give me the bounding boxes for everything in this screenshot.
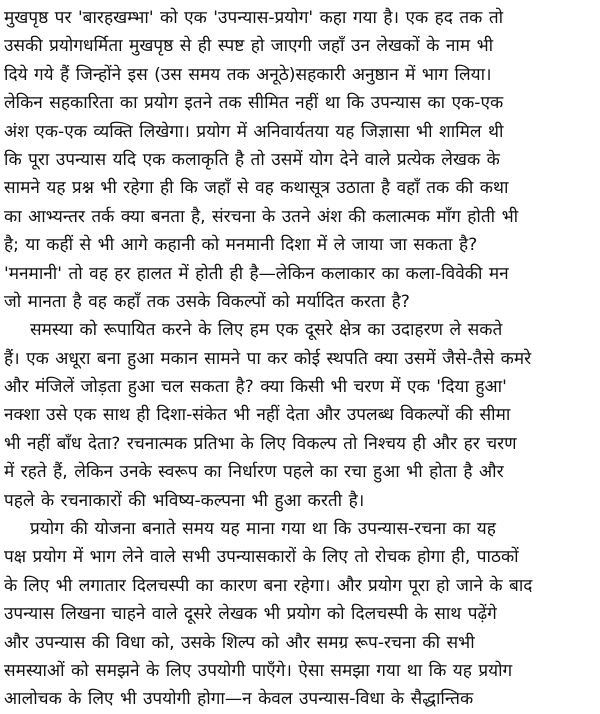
text-line: समस्या को रूपायित करने के लिए हम एक दूसरे क्षेत्र का उदाहरण ले सकते: [30, 320, 503, 341]
text-line: जो मानता है वह कहाँ तक उसके विकल्पों को मर्यादित करता है?: [4, 291, 410, 312]
text-line: समस्याओं को समझने के लिए उपयोगी पाएँगे। ऐसा समझा गया था कि यह प्रयोग: [4, 660, 513, 681]
text-line: हैं। एक अधूरा बना हुआ मकान सामने पा कर कोई स्थपति क्या उसमें जैसे-तैसे कमरे: [4, 348, 532, 369]
text-line: नक्शा उसे एक साथ ही दिशा-संकेत भी नहीं देता और उपलब्ध विकल्पों की सीमा: [4, 405, 511, 426]
text-line: प्रयोग की योजना बनाते समय यह माना गया था कि उपन्यास-रचना का यह: [30, 519, 496, 540]
text-line: का आभ्यन्तर तर्क क्या बनता है, संरचना के उतने अंश की कलात्मक माँग होती भी: [4, 206, 519, 227]
text-line: मुखपृष्ठ पर 'बारहखम्भा' को एक 'उपन्यास-प्रयोग' कहा गया है। एक हद तक तो: [4, 8, 504, 28]
text-line: उपन्यास लिखना चाहने वाले दूसरे लेखक भी प्रयोग को दिलचस्पी के साथ पढ़ेंगे: [4, 604, 497, 625]
text-line: के लिए भी लगातार दिलचस्पी का कारण बना रहेगा। और प्रयोग पूरा हो जाने के बाद: [4, 575, 533, 596]
text-line: उसकी प्रयोगधर्मिता मुखपृष्ठ से ही स्पष्ट हो जाएगी जहाँ उन लेखकों के नाम भी: [4, 36, 494, 57]
text-line: कि पूरा उपन्यास यदि एक कलाकृति है तो उसमें योग देने वाले प्रत्येक लेखक के: [4, 149, 500, 170]
text-line: और उपन्यास की विधा को, उसके शिल्प को और समग्र रूप-रचना की सभी: [4, 632, 475, 653]
text-line: लेकिन सहकारिता का प्रयोग इतने तक सीमित नहीं था कि उपन्यास का एक-एक: [4, 93, 504, 114]
text-line: आलोचक के लिए भी उपयोगी होगा—न केवल उपन्यास-विधा के सैद्धान्तिक: [4, 689, 474, 710]
text-line: में रहते हैं, लेकिन उनके स्वरूप का निर्धारण पहले का रचा हुआ भी होता है और: [4, 462, 504, 483]
paragraph-2: [4, 316, 600, 515]
text-line: भी नहीं बाँध देता? रचनात्मक प्रतिभा के लिए विकल्प तो निश्चय ही और हर चरण: [4, 433, 517, 454]
text-line: दिये गये हैं जिन्होंने इस (उस समय तक अनूठे)सहकारी अनुष्ठान में भाग लिया।: [4, 64, 492, 85]
text-line: है; या कहीं से भी आगे कहानी को मनमानी दिशा में ले जाया जा सकता है?: [4, 235, 478, 256]
text-line: सामने यह प्रश्न भी रहेगा ही कि जहाँ से वह कथासूत्र उठाता है वहाँ तक की कथा: [4, 178, 509, 199]
paragraph-3: [4, 515, 600, 714]
text-line: 'मनमानी' तो वह हर हालत में होती ही है—लेकिन कलाकार का कला-विवेकी मन: [4, 263, 509, 284]
text-line: पक्ष प्रयोग में भाग लेने वाले सभी उपन्यासकारों के लिए तो रोचक होगा ही, पाठकों: [4, 547, 519, 568]
text-line: और मंजिलें जोड़ता हुआ चल सकता है? क्या किसी भी चरण में एक 'दिया हुआ': [4, 377, 507, 398]
text-line: अंश एक-एक व्यक्ति लिखेगा। प्रयोग में अनिवार्यतया यह जिज्ञासा भी शामिल थी: [4, 121, 504, 142]
paragraph-1: [4, 4, 600, 316]
text-line: पहले के रचनाकारों की भविष्य-कल्पना भी हुआ करती है।: [4, 490, 365, 511]
